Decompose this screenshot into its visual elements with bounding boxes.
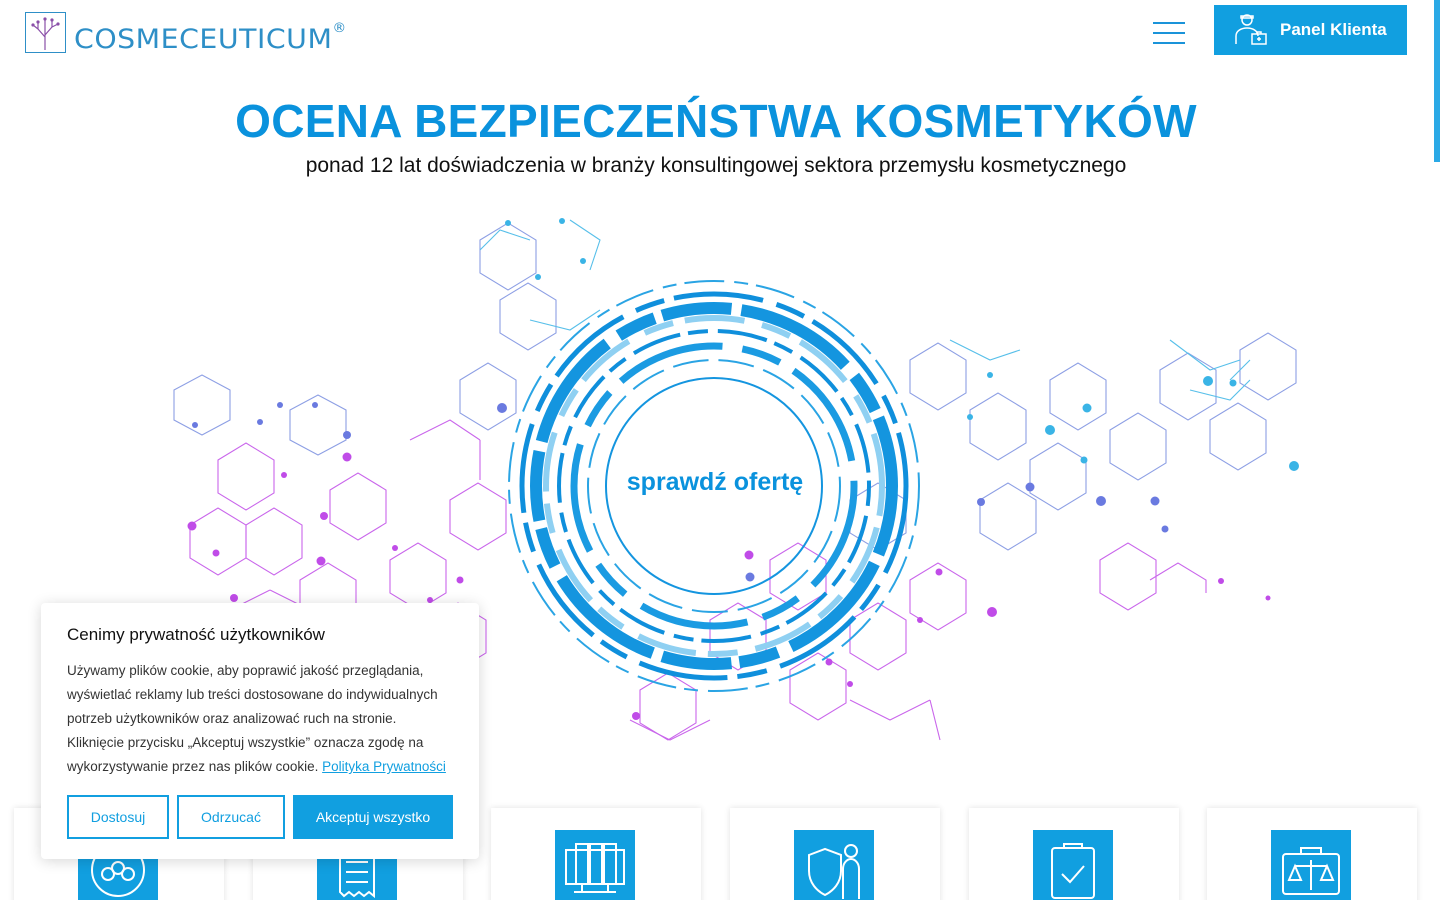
scrollbar[interactable] — [1434, 0, 1440, 162]
accept-all-button[interactable]: Akceptuj wszystko — [293, 795, 453, 839]
customize-button[interactable]: Dostosuj — [67, 795, 169, 839]
client-panel-button[interactable] — [1214, 5, 1407, 55]
cookie-text: Używamy plików cookie, aby poprawić jakość przeglądania, wyświetlać reklamy lub treści dostosowane do indywidualnych potrzeb użytkowników oraz analizować ruch na stronie. Kliknięcie przycisku „Akceptuj wszystkie” oznacza zgodę na wykorzystywanie przez nas plików cookie. Polityka Prywatności — [67, 663, 446, 774]
privacy-policy-link[interactable]: Polityka Prywatności — [322, 759, 446, 774]
cookie-buttons — [67, 795, 453, 839]
briefcase-scales-icon — [1271, 830, 1351, 900]
service-card[interactable] — [730, 808, 940, 900]
logo[interactable] — [25, 12, 347, 55]
clipboard-check-icon — [1033, 830, 1113, 900]
user-doctor-icon — [1232, 10, 1268, 51]
reject-button[interactable]: Odrzucać — [177, 795, 285, 839]
cookie-consent-dialog — [41, 603, 479, 859]
shield-person-icon — [794, 830, 874, 900]
client-panel-label: Panel Klienta — [1280, 20, 1387, 39]
page-title: OCENA BEZPIECZEŃSTWA KOSMETYKÓW — [235, 95, 1197, 147]
page-subtitle: ponad 12 lat doświadczenia w branży konsultingowej sektora przemysłu kosmetycznego — [305, 154, 1127, 177]
lab-equipment-icon — [555, 830, 635, 900]
menu-hamburger-icon[interactable] — [1153, 22, 1185, 44]
logo-tree-icon — [25, 12, 66, 53]
brand-name: COSMECEUTICUM® — [74, 21, 347, 55]
cookie-title: Cenimy prywatność użytkowników — [67, 625, 325, 644]
service-card[interactable] — [1207, 808, 1417, 900]
service-card[interactable] — [969, 808, 1179, 900]
service-card[interactable] — [491, 808, 701, 900]
offer-link[interactable]: sprawdź ofertę — [626, 468, 804, 496]
